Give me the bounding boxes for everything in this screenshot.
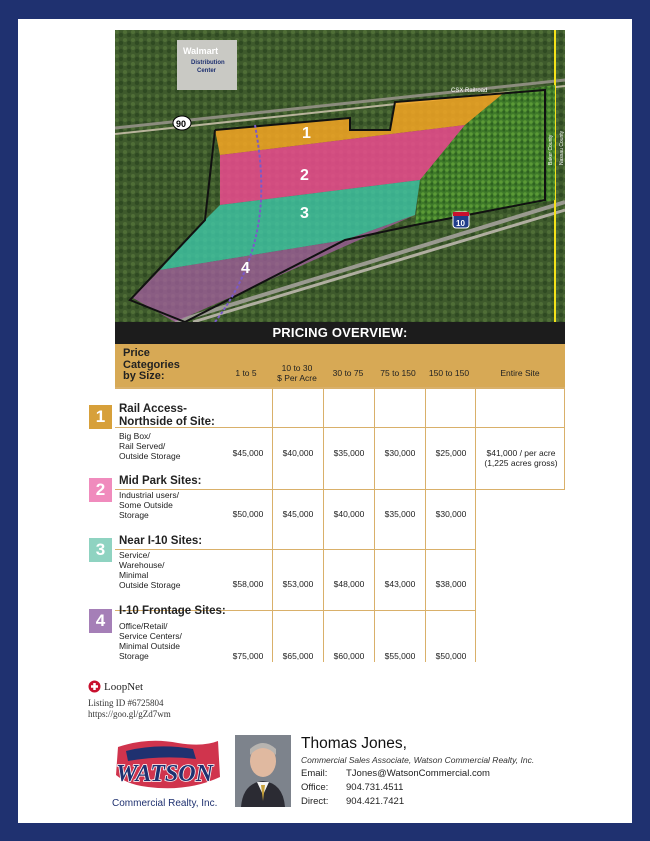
header-label-line-2: Categories bbox=[123, 358, 180, 371]
category-4-desc-line: Minimal Outside bbox=[119, 641, 180, 651]
watson-subtitle: Commercial Realty, Inc. bbox=[112, 798, 218, 809]
zone-label-4: 4 bbox=[241, 260, 250, 277]
category-4-desc-line: Storage bbox=[119, 651, 149, 661]
email-label: Email: bbox=[301, 768, 328, 779]
pricing-table-header bbox=[115, 344, 565, 387]
category-1-title-line-1: Rail Access- bbox=[119, 403, 187, 415]
table-column-divider bbox=[374, 387, 375, 662]
per-acre-note: $ Per Acre bbox=[277, 373, 317, 383]
zone-label-1: 1 bbox=[302, 125, 311, 142]
table-column-divider bbox=[272, 387, 273, 662]
category-1-price-1-to-5: $45,000 bbox=[232, 448, 264, 458]
category-2-price-75-to-150: $35,000 bbox=[384, 509, 416, 519]
category-1-desc-line: Big Box/ bbox=[119, 431, 151, 441]
table-divider bbox=[115, 489, 565, 490]
loopnet-listing bbox=[88, 680, 171, 720]
category-2-desc-line: Storage bbox=[119, 510, 149, 520]
column-header-10-to-30 bbox=[272, 363, 322, 383]
agent-title: Commercial Sales Associate, Watson Commercial Realty, Inc. bbox=[301, 755, 535, 765]
category-3-price-30-to-75: $48,000 bbox=[333, 579, 365, 589]
direct-label: Direct: bbox=[301, 796, 329, 807]
category-3-description bbox=[119, 550, 180, 590]
header-label-line-3: by Size: bbox=[123, 370, 165, 382]
category-1-price-30-to-75: $35,000 bbox=[333, 448, 365, 458]
category-3-price-10-to-30: $53,000 bbox=[282, 579, 314, 589]
price-categories-label bbox=[123, 348, 180, 383]
listing-id: Listing ID #6725804 bbox=[88, 698, 164, 708]
category-3-title: Near I-10 Sites: bbox=[119, 535, 203, 547]
column-header-1-to-5: 1 to 5 bbox=[235, 368, 257, 378]
category-4-desc-line: Service Centers/ bbox=[119, 631, 182, 641]
category-1-desc-line: Outside Storage bbox=[119, 451, 181, 461]
railroad-label: CSX Railroad bbox=[451, 88, 488, 94]
us-90-shield bbox=[173, 116, 191, 130]
svg-text:WATSON: WATSON bbox=[116, 761, 213, 787]
agent-email-row bbox=[301, 768, 534, 779]
category-4-badge: 4 bbox=[89, 609, 112, 633]
category-3-badge: 3 bbox=[89, 538, 112, 562]
category-1-price-entire-site bbox=[476, 448, 566, 468]
walmart-label: Walmart bbox=[183, 46, 219, 56]
category-1-title bbox=[119, 403, 215, 428]
category-3-price-150-to-150: $38,000 bbox=[435, 579, 467, 589]
category-3-desc-line: Service/ bbox=[119, 550, 150, 560]
category-1-price-75-to-150: $30,000 bbox=[384, 448, 416, 458]
category-2-price-1-to-5: $50,000 bbox=[232, 509, 264, 519]
column-header-30-to-75: 30 to 75 bbox=[332, 368, 364, 378]
brochure-page bbox=[18, 19, 632, 823]
category-4-price-30-to-75: $60,000 bbox=[333, 651, 365, 661]
agent-email[interactable]: TJones@WatsonCommercial.com bbox=[346, 768, 490, 779]
table-column-divider bbox=[323, 387, 324, 662]
interstate-10-shield bbox=[453, 212, 469, 228]
agent-office-row bbox=[301, 782, 534, 793]
agent-direct-phone[interactable]: 904.421.7421 bbox=[346, 796, 405, 807]
pricing-overview-title: PRICING OVERVIEW: bbox=[115, 322, 565, 344]
svg-text:90: 90 bbox=[176, 119, 187, 129]
category-1-badge: 1 bbox=[89, 405, 112, 429]
agent-office-phone[interactable]: 904.731.4511 bbox=[346, 782, 404, 793]
category-4-price-150-to-150: $50,000 bbox=[435, 651, 467, 661]
agent-direct-row bbox=[301, 796, 534, 807]
entire-site-price: $41,000 / per acre bbox=[486, 448, 556, 458]
category-2-price-30-to-75: $40,000 bbox=[333, 509, 365, 519]
agent-name: Thomas Jones, bbox=[301, 735, 407, 752]
category-2-description bbox=[119, 490, 179, 520]
zone-label-2: 2 bbox=[300, 167, 309, 184]
table-column-divider bbox=[425, 387, 426, 662]
category-2-badge: 2 bbox=[89, 478, 112, 502]
category-4-desc-line: Office/Retail/ bbox=[119, 621, 168, 631]
category-2-desc-line: Some Outside bbox=[119, 500, 173, 510]
office-label: Office: bbox=[301, 782, 329, 793]
walmart-label-3: Center bbox=[197, 68, 217, 74]
category-1-price-150-to-150: $25,000 bbox=[435, 448, 467, 458]
column-header-entire-site: Entire Site bbox=[500, 368, 540, 378]
loopnet-brand: LoopNet bbox=[104, 680, 144, 693]
listing-url[interactable]: https://goo.gl/gZd7wm bbox=[88, 709, 171, 719]
loopnet-logo bbox=[88, 680, 171, 693]
table-column-divider bbox=[475, 387, 476, 662]
table-column-divider bbox=[564, 387, 565, 490]
category-4-price-10-to-30: $65,000 bbox=[282, 651, 314, 661]
category-3-price-1-to-5: $58,000 bbox=[232, 579, 264, 589]
svg-text:10: 10 bbox=[456, 219, 465, 228]
column-header-10-to-30-text: 10 to 30 bbox=[281, 363, 313, 373]
category-4-description bbox=[119, 621, 182, 661]
category-3-price-75-to-150: $43,000 bbox=[384, 579, 416, 589]
category-1-desc-line: Rail Served/ bbox=[119, 441, 166, 451]
category-3-desc-line: Outside Storage bbox=[119, 580, 181, 590]
county-label-right: Nassau County bbox=[559, 130, 565, 165]
category-1-price-10-to-30: $40,000 bbox=[282, 448, 314, 458]
category-2-price-150-to-150: $30,000 bbox=[435, 509, 467, 519]
table-divider bbox=[115, 387, 565, 389]
entire-site-acreage: (1,225 acres gross) bbox=[484, 458, 558, 468]
column-header-75-to-150: 75 to 150 bbox=[380, 368, 416, 378]
category-3-desc-line: Minimal bbox=[119, 570, 149, 580]
category-2-desc-line: Industrial users/ bbox=[119, 490, 179, 500]
category-2-title: Mid Park Sites: bbox=[119, 475, 202, 487]
category-4-price-1-to-5: $75,000 bbox=[232, 651, 264, 661]
loopnet-icon bbox=[88, 680, 101, 693]
county-label-left: Baker County bbox=[548, 134, 554, 165]
zone-label-3: 3 bbox=[300, 205, 309, 222]
category-4-title: I-10 Frontage Sites: bbox=[119, 605, 226, 617]
agent-contact bbox=[301, 735, 534, 807]
category-3-desc-line: Warehouse/ bbox=[119, 560, 165, 570]
walmart-label-2: Distribution bbox=[191, 60, 225, 66]
column-header-150-to-150: 150 to 150 bbox=[428, 368, 470, 378]
aerial-site-map bbox=[115, 30, 565, 322]
header-label-line-1: Price bbox=[123, 347, 150, 359]
category-4-price-75-to-150: $55,000 bbox=[384, 651, 416, 661]
agent-photo bbox=[235, 735, 291, 807]
category-1-description bbox=[119, 431, 180, 461]
category-2-price-10-to-30: $45,000 bbox=[282, 509, 314, 519]
category-1-title-line-2: Northside of Site: bbox=[119, 415, 215, 428]
